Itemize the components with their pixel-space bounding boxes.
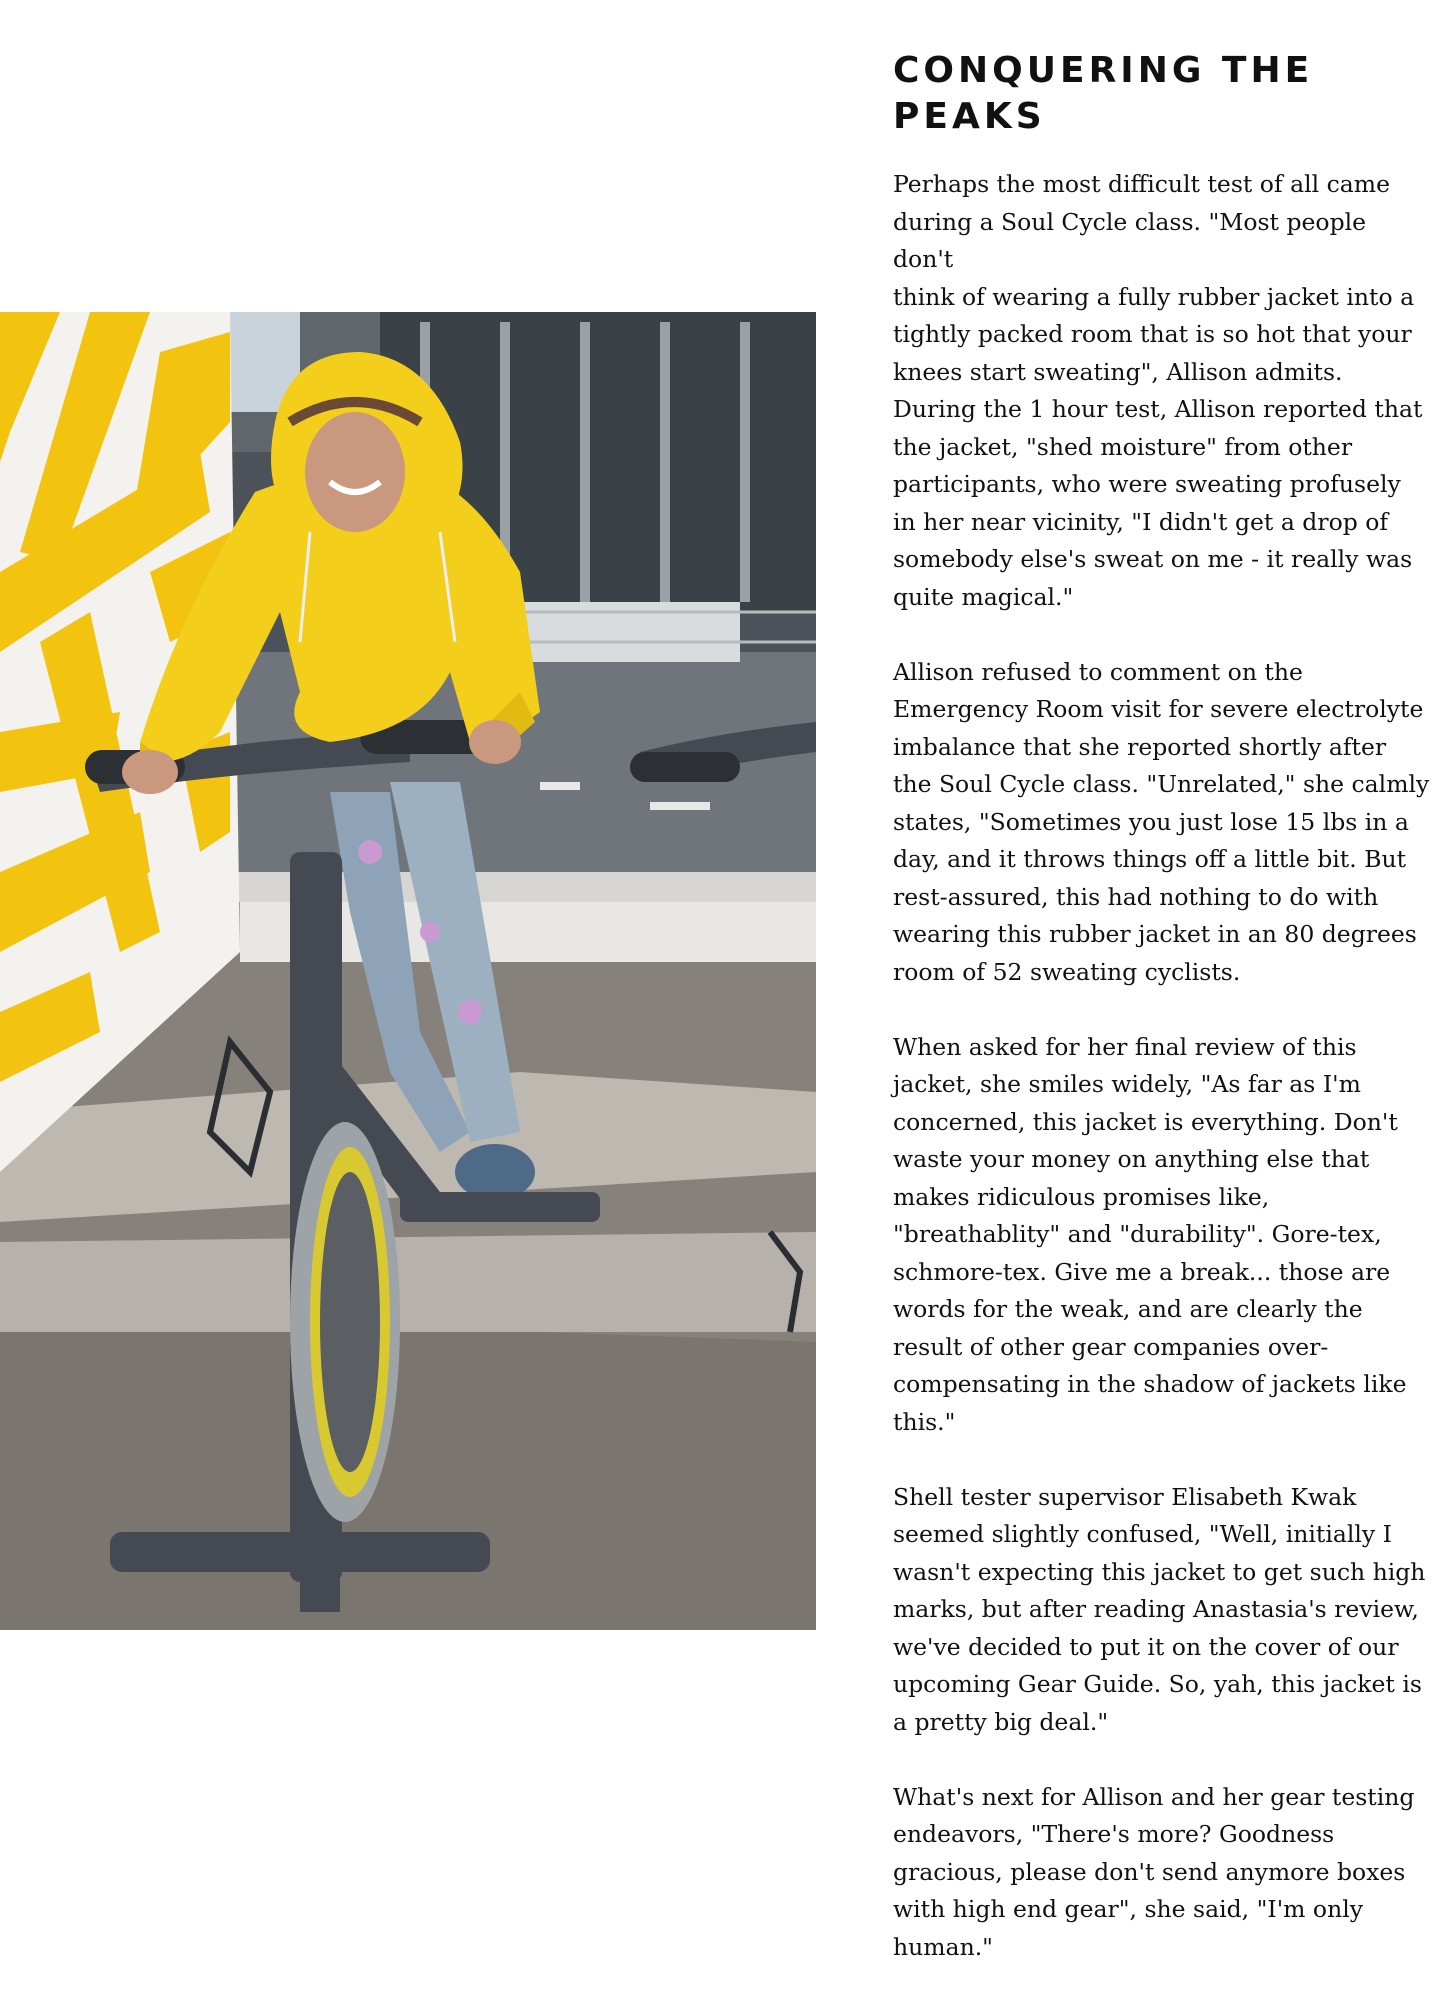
article-paragraph-4: Shell tester supervisor Elisabeth Kwak seemed slightly confused, "Well, initially I wasn't expecting this jacket to get such high marks, but after reading Anastasia's review, we've decided to put it on the cover of our upcoming Gear Guide. So, yah, this jacket is a pretty big deal.": [893, 1482, 1426, 1736]
article-paragraph-5: What's next for Allison and her gear testing endeavors, "There's more? Goodness gracious, please don't send anymore boxes with high end gear", she said, "I'm only human.": [893, 1782, 1415, 1961]
article-text-column: [893, 48, 1433, 2004]
photo-face: [305, 412, 405, 532]
cyclist-photo-illustration: [0, 312, 816, 1630]
photo-shoe: [455, 1144, 535, 1200]
article-paragraph-3: When asked for her final review of this jacket, she smiles widely, "As far as I'm concerned, this jacket is everything. Don't waste your money on anything else that makes ridiculous promises like, "breathablity" and "durability". Gore-tex, schmore-tex. Give me a break... those are words for the weak, and are clearly the result of other gear companies over- compensating in the shadow of jackets like this.": [893, 1032, 1407, 1436]
article-heading: CONQUERING THE PEAKS: [893, 50, 1314, 137]
article-photo: [0, 312, 816, 1630]
article-paragraph-2: Allison refused to comment on the Emergency Room visit for severe electrolyte imbalance that she reported shortly after the Soul Cycle class. "Unrelated," she calmly states, "Sometimes you just lose 15 lbs in a day, and it throws things off a little bit. But rest-assured, this had nothing to do with wearing this rubber jacket in an 80 degrees room of 52 sweating cyclists.: [893, 657, 1430, 986]
article-paragraph-1: Perhaps the most difficult test of all came during a Soul Cycle class. "Most people don't think of wearing a fully rubber jacket into a tightly packed room that is so hot that your knees start sweating", Allison admits. During the 1 hour test, Allison reported that the jacket, "shed moisture" from other participants, who were sweating profusely in her near vicinity, "I didn't get a drop of somebody else's sweat on me - it really was quite magical.": [893, 170, 1423, 611]
